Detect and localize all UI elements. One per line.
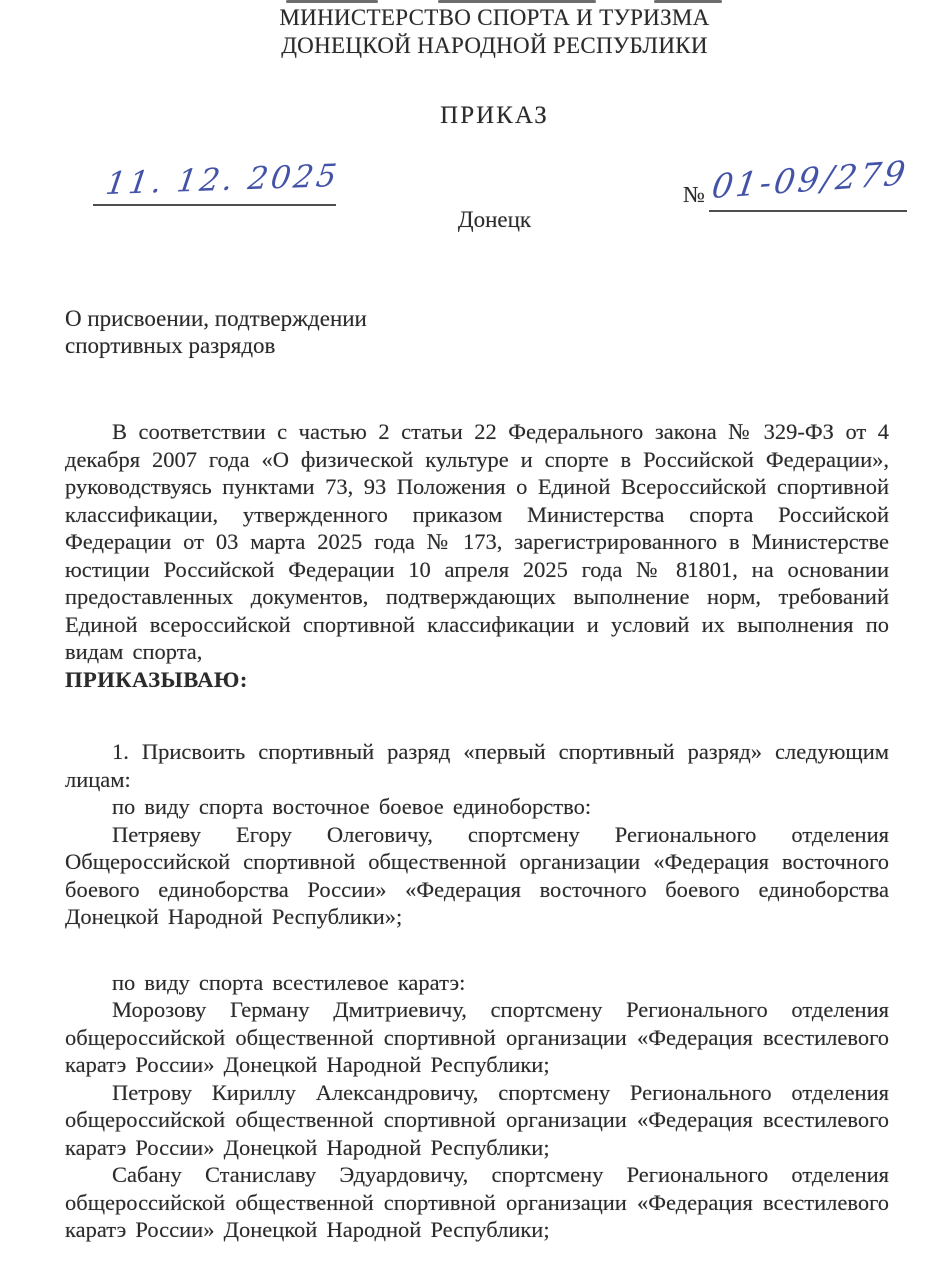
athlete-entry: Петрову Кириллу Александровичу, спортсмену Регионального отделения общероссийской общественной спортивной организации «Федерация всестилевого каратэ России» Донецкой Народной Республики; [65, 1079, 889, 1160]
date-underline [93, 204, 336, 206]
sport-section-heading: по виду спорта всестилевое каратэ: [112, 969, 466, 995]
athlete-entry: Петряеву Егору Олеговичу, спортсмену Регионального отделения Общероссийской спортивной общественной организации «Федерация восточного боевого единоборства России» «Федерация восточного боевого единоборства Донецкой Народной Республики»; [65, 821, 889, 929]
scan-noise-fragment [286, 0, 378, 3]
subject-block [65, 305, 367, 359]
preamble-paragraph: В соответствии с частью 2 статьи 22 Федерального закона № 329-ФЗ от 4 декабря 2007 года «О физической культуре и спорте в Российской Федерации», руководствуясь пунктами 73, 93 Положения о Единой Всероссийской спортивной классификации, утвержденного приказом Министерства спорта Российской Федерации от 03 марта 2025 года № 173, зарегистрированного в Министерстве юстиции Российской Федерации 10 апреля 2025 года № 81801, на основании предоставленных документов, подтверждающих выполнение норм, требований Единой всероссийской спортивной классификации и условий их выполнения по видам спорта, [65, 419, 889, 664]
item1-intro: 1. Присвоить спортивный разряд «первый спортивный разряд» следующим лицам: [65, 739, 889, 792]
athlete-entry: Сабану Станиславу Эдуардовичу, спортсмену Регионального отделения общероссийской общественной спортивной организации «Федерация всестилевого каратэ России» Донецкой Народной Республики; [65, 1162, 889, 1242]
document-type-title: ПРИКАЗ [440, 102, 549, 129]
sport-section-heading: по виду спорта восточное боевое единоборство: [112, 794, 592, 819]
ministry-name-line1: МИНИСТЕРСТВО СПОРТА И ТУРИЗМА [279, 5, 710, 30]
order-keyword: ПРИКАЗЫВАЮ: [65, 666, 248, 692]
subject-line2: спортивных разрядов [65, 333, 276, 358]
document-body [65, 418, 889, 1244]
subject-line1: О присвоении, подтверждении [65, 306, 367, 331]
handwritten-number: 01-09/279 [709, 152, 911, 207]
athlete-entry: Морозову Герману Дмитриевичу, спортсмену Регионального отделения общероссийской общественной спортивной организации «Федерация всестилевого каратэ России» Донецкой Народной Республики; [65, 997, 889, 1077]
scan-noise-fragment [654, 0, 722, 3]
city-label: Донецк [457, 207, 532, 232]
ministry-letterhead [83, 4, 906, 60]
scan-noise-fragment [438, 0, 596, 3]
ministry-name-line2: ДОНЕЦКОЙ НАРОДНОЙ РЕСПУБЛИКИ [281, 33, 708, 58]
number-label: № [683, 182, 705, 207]
handwritten-date: 11. 12. 2025 [103, 157, 342, 203]
